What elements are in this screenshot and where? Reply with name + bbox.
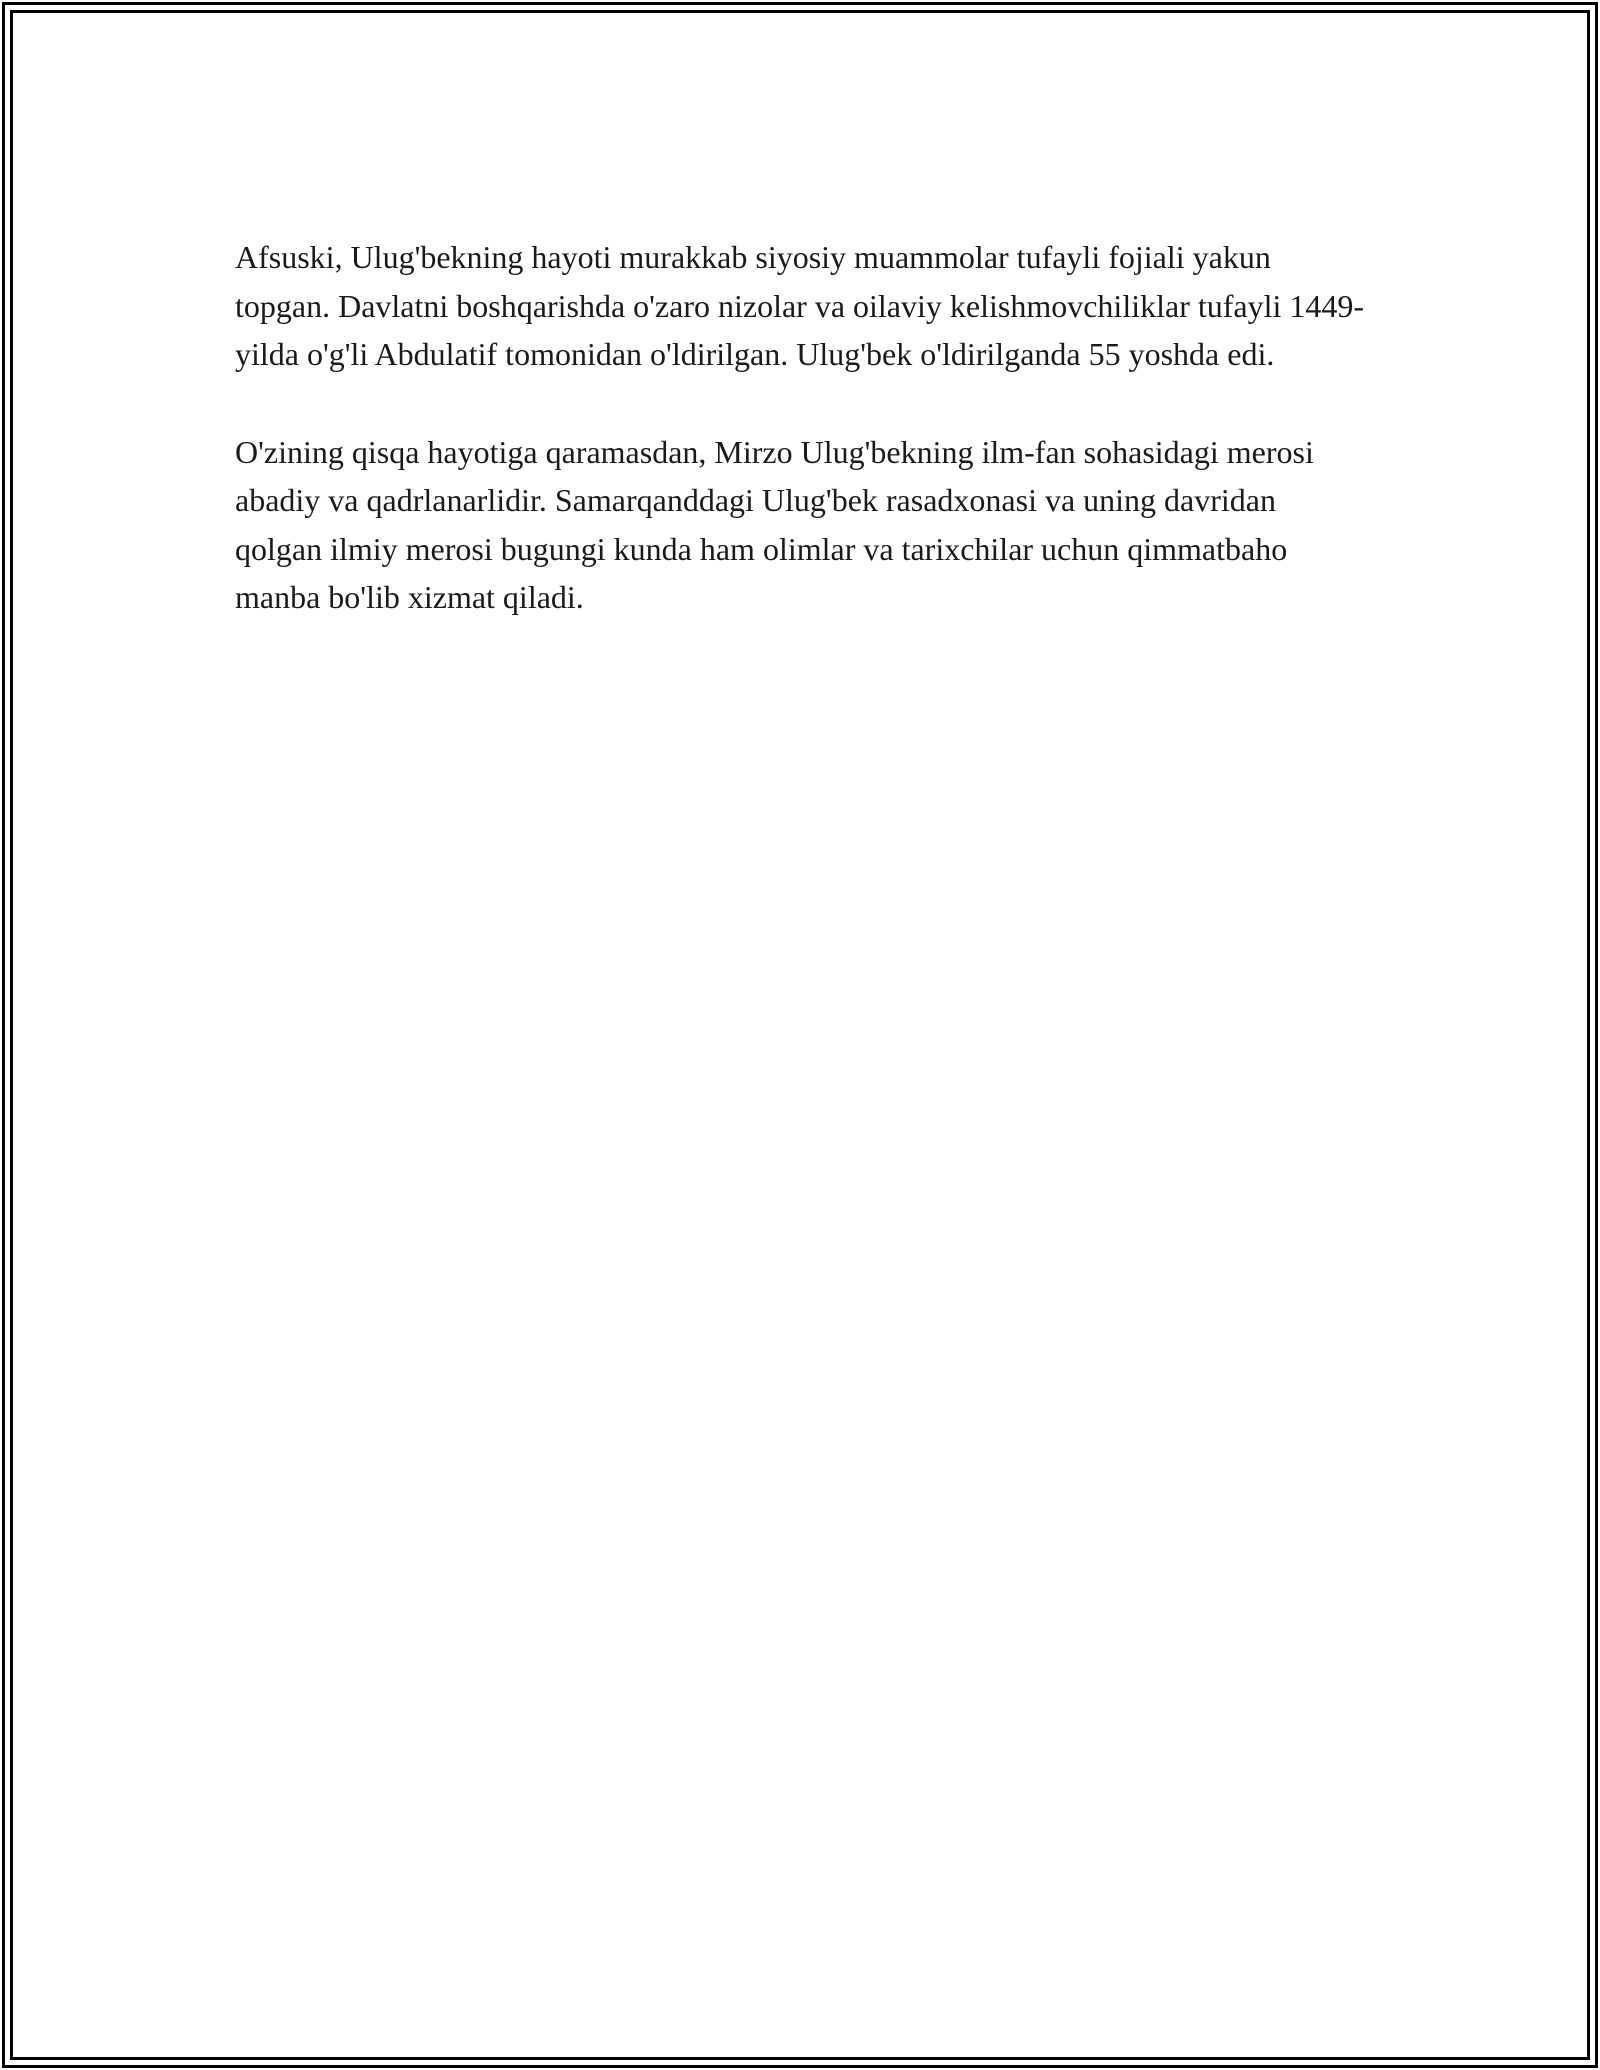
- document-body: [235, 233, 1365, 671]
- paragraph-2: O'zining qisqa hayotiga qaramasdan, Mirzo Ulug'bekning ilm-fan sohasidagi merosi abadiy va qadrlanarlidir. Samarqanddagi Ulug'bek rasadxonasi va uning davridan qolgan ilmiy merosi bugungi kunda ham olimlar va tarixchilar uchun qimmatbaho manba bo'lib xizmat qiladi.: [235, 433, 1314, 615]
- paragraph-1: Afsuski, Ulug'bekning hayoti murakkab siyosiy muammolar tufayli fojiali yakun topgan. Davlatni boshqarishda o'zaro nizolar va oilaviy kelishmovchiliklar tufayli 1449-yilda o'g'li Abdulatif tomonidan o'ldirilgan. Ulug'bek o'ldirilganda 55 yoshda edi.: [235, 239, 1365, 372]
